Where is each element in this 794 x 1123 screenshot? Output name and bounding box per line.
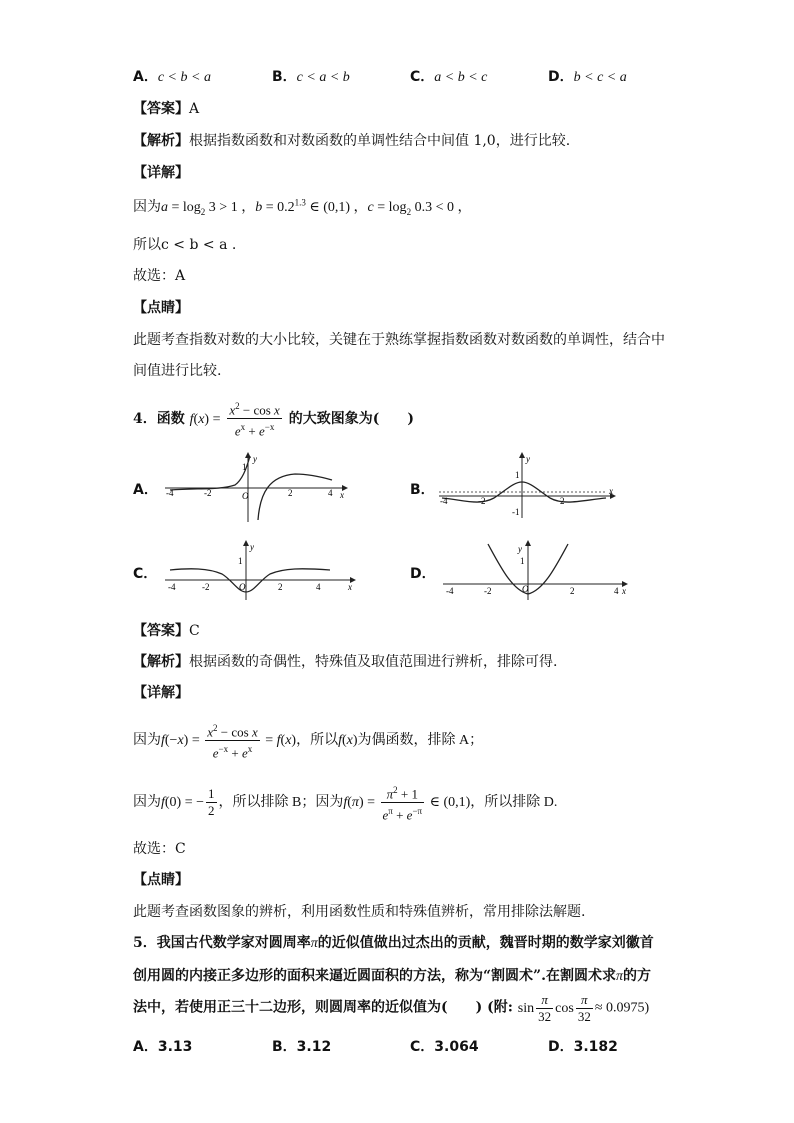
- tick-label: O: [239, 582, 246, 592]
- tick-label: -2: [484, 586, 492, 596]
- q5-option-c: C．3.064: [410, 1039, 479, 1055]
- answer-value: A: [189, 101, 200, 117]
- q4-comment-tag: 【点睛】: [133, 872, 189, 888]
- question-number: 4．函数: [133, 410, 185, 427]
- q5-option-a: A．3.13: [133, 1039, 193, 1055]
- tick-label: -4: [168, 582, 176, 592]
- option-text: b < c < a: [573, 70, 627, 85]
- tick-label: O: [522, 584, 529, 594]
- tick-label: -4: [166, 488, 174, 498]
- q5-line3-text: 法中，若使用正三十二边形，则圆周率的近似值为( ) (附:: [133, 999, 513, 1016]
- approx-value: ≈ 0.0975): [594, 1000, 650, 1016]
- stem-tail: 的大致图象为( ): [288, 410, 414, 427]
- tick-label: y: [526, 454, 530, 464]
- analysis-text: 根据函数的奇偶性，特殊值及取值范围进行辨析，排除可得.: [189, 654, 558, 670]
- tick-label: x: [622, 586, 626, 596]
- q5-option-b: B．3.12: [272, 1039, 332, 1055]
- analysis-tag: 【解析】: [133, 654, 189, 670]
- tick-label: x: [340, 490, 344, 500]
- detail-mid: ，所以排除 B；因为: [218, 795, 344, 811]
- q4-stem: 4．函数 f(x) = $\frac{x^2 - \cos x}{e^x + e^{-x}}$ 的大致图象为( ): [133, 398, 414, 440]
- tick-label: O: [242, 491, 249, 501]
- option-text: c < a < b: [296, 70, 350, 85]
- q5-line1-a: 5．我国古代数学家对圆周率: [133, 935, 311, 951]
- q4-comment: 此题考查函数图象的辨析，利用函数性质和特殊值辨析，常用排除法解题.: [133, 904, 586, 920]
- tick-label: -2: [202, 582, 210, 592]
- q3-detail-tag: 【详解】: [133, 165, 189, 181]
- tick-label: -1: [512, 507, 520, 517]
- q3-comment-line1: 此题考查指数对数的大小比较，关键在于熟练掌握指数函数对数函数的单调性，结合中: [133, 332, 665, 348]
- q3-choice: 故选：A: [133, 268, 186, 284]
- q5-line1-b: 的近似值做出过杰出的贡献，魏晋时期的数学家刘徽首: [317, 935, 654, 951]
- q3-answer: [133, 98, 199, 118]
- detail-tail: 为偶函数，排除 A；: [357, 733, 484, 749]
- q4-answer: [133, 620, 200, 640]
- q4-graph-d: [438, 540, 632, 602]
- option-text: a < b < c: [434, 70, 488, 85]
- q4-option-b-label: B．: [410, 482, 435, 498]
- q5-line2: 创用圆的内接正多边形的面积来逼近圆面积的方法，称为“割圆术”.在割圆术求π的方: [133, 968, 651, 984]
- q4-option-c-label: C．: [133, 566, 158, 582]
- q5-line1: 5．我国古代数学家对圆周率π的近似值做出过杰出的贡献，魏晋时期的数学家刘徽首: [133, 935, 654, 951]
- tick-label: 2: [288, 488, 293, 498]
- q4-option-d-label: D．: [410, 566, 436, 582]
- analysis-text: 根据指数函数和对数函数的单调性结合中间值 1,0，进行比较.: [189, 133, 571, 149]
- tick-label: 4: [328, 488, 333, 498]
- detail-mid: ，所以: [296, 733, 339, 749]
- option-label: A．: [133, 69, 158, 85]
- tick-label: y: [518, 544, 522, 554]
- option-label: C．: [410, 69, 435, 85]
- tick-label: 2: [560, 496, 565, 506]
- detail-prefix: 因为: [133, 200, 161, 215]
- answer-tag: 【答案】: [133, 101, 189, 117]
- answer-tag: 【答案】: [133, 623, 189, 639]
- tick-label: y: [253, 454, 257, 464]
- q3-option-d: [548, 66, 627, 86]
- q5-line2-a: 创用圆的内接正多边形的面积来逼近圆面积的方法，称为“割圆术”.在割圆术求: [133, 968, 616, 984]
- q4-graph-c: [160, 540, 360, 602]
- detail-prefix: 因为: [133, 795, 161, 811]
- q5-line3: 法中，若使用正三十二边形，则圆周率的近似值为( ) (附: sin $\frac{\pi}{32}$ cos $\frac{\pi}{32}$ ≈ 0.0975): [133, 992, 650, 1024]
- detail-prefix: 因为: [133, 733, 161, 749]
- q3-comment-line2: 间值进行比较.: [133, 363, 222, 379]
- q3-detail-line1: 因为$a = \log_2 3 > 1$ ，$b = 0.2^{1.3}$ ∈ (0,1) ，$c = \log_2 0.3 < 0$ ，: [133, 197, 472, 217]
- q3-option-b: [272, 66, 350, 86]
- q4-detail-tag: 【详解】: [133, 685, 189, 701]
- option-text: c < b < a: [157, 70, 211, 85]
- tick-label: 4: [316, 582, 321, 592]
- q4-graph-b: [434, 452, 618, 524]
- tick-label: 1: [238, 556, 243, 566]
- q5-line2-b: 的方: [623, 968, 651, 984]
- q4-choice: 故选：C: [133, 841, 186, 857]
- tick-label: -2: [204, 488, 212, 498]
- tick-label: x: [348, 582, 352, 592]
- tick-label: 1: [242, 462, 247, 472]
- tick-label: 2: [278, 582, 283, 592]
- q3-detail-line2: 所以c < b < a .: [133, 237, 237, 253]
- curve-left: [170, 456, 250, 490]
- tick-label: 4: [614, 586, 619, 596]
- tick-label: 1: [515, 470, 520, 480]
- tick-label: y: [250, 542, 254, 552]
- q4-graph-a: [160, 452, 350, 524]
- q4-option-a-label: A．: [133, 482, 158, 498]
- q5-option-d: D．3.182: [548, 1039, 618, 1055]
- answer-value: C: [189, 623, 200, 639]
- detail-tail: ，所以排除 D.: [470, 795, 558, 811]
- analysis-tag: 【解析】: [133, 133, 189, 149]
- q4-analysis: [133, 651, 557, 671]
- curve-right: [258, 474, 332, 520]
- tick-label: -2: [478, 496, 486, 506]
- option-label: B．: [272, 69, 297, 85]
- q3-option-c: [410, 66, 487, 86]
- q4-detail-line2: 因为f(0) = − $\frac{1}{2}$ ，所以排除 B；因为f(π) = $\frac{\pi^2 + 1}{e^\pi + e^{-\pi}}$ ∈ (0,1)，所以排除 D.: [133, 782, 557, 824]
- tick-label: x: [609, 486, 613, 496]
- tick-label: -4: [440, 496, 448, 506]
- tick-label: 2: [570, 586, 575, 596]
- q3-comment-tag: 【点睛】: [133, 300, 189, 316]
- q3-option-a: [133, 66, 211, 86]
- q3-analysis: [133, 130, 570, 150]
- tick-label: 1: [520, 556, 525, 566]
- q4-detail-line1: 因为f(−x) = $\frac{x^2 - \cos x}{e^{-x} + e^x}$ = f(x)，所以f(x)为偶函数，排除 A；: [133, 720, 483, 762]
- tick-label: -4: [446, 586, 454, 596]
- option-label: D．: [548, 69, 574, 85]
